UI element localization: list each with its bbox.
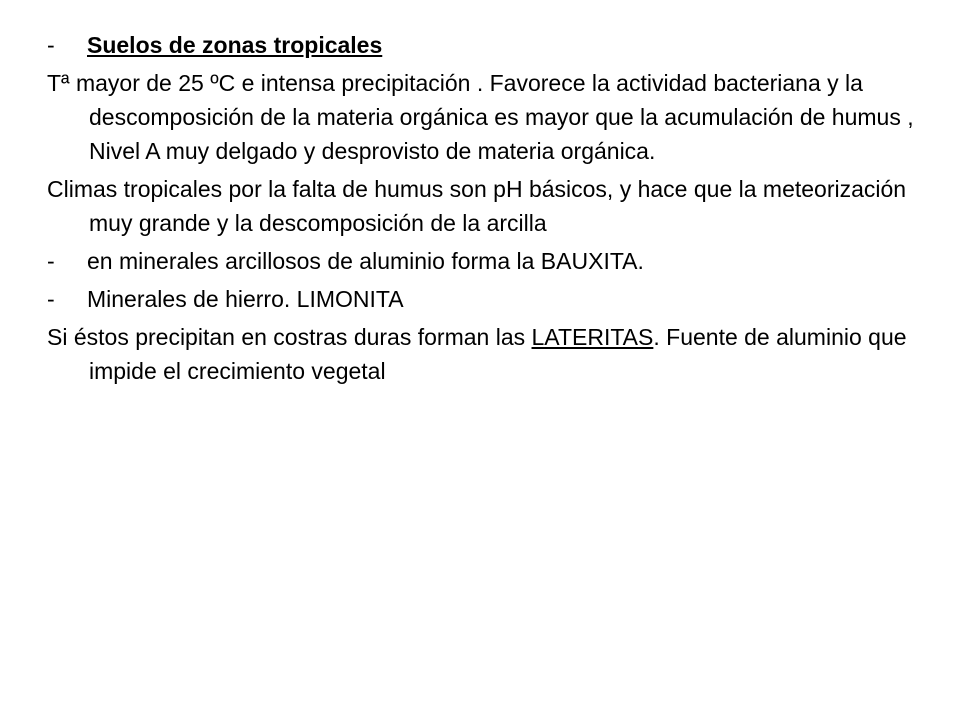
paragraph-lateritas — [47, 320, 917, 388]
bullet-bauxita — [47, 244, 917, 278]
bullet-marker: - — [47, 248, 55, 274]
bullet-text: Minerales de hierro. LIMONITA — [87, 286, 404, 312]
slide-content — [47, 28, 917, 392]
heading-title: Suelos de zonas tropicales — [87, 32, 383, 58]
bullet-marker: - — [47, 286, 55, 312]
heading-line — [47, 28, 917, 62]
lateritas-term: LATERITAS — [531, 324, 654, 350]
bullet-text: en minerales arcillosos de aluminio forma la BAUXITA. — [87, 248, 644, 274]
paragraph-climate: Climas tropicales por la falta de humus son pH básicos, y hace que la meteorización muy grande y la descomposición de la arcilla — [47, 176, 907, 236]
paragraph-temperature: Tª mayor de 25 ºC e intensa precipitación . Favorece la actividad bacteriana y la descomposición de la materia orgánica es mayor que la acumulación de humus , Nivel A muy delgado y desprovisto de materia orgánica. — [47, 70, 914, 164]
lateritas-text-after: . Fuente de aluminio que impide el crecimiento vegetal — [89, 324, 907, 384]
bullet-limonita — [47, 282, 917, 316]
heading-bullet: - — [47, 32, 55, 58]
lateritas-text-before: Si éstos precipitan en costras duras forman las — [47, 324, 532, 350]
